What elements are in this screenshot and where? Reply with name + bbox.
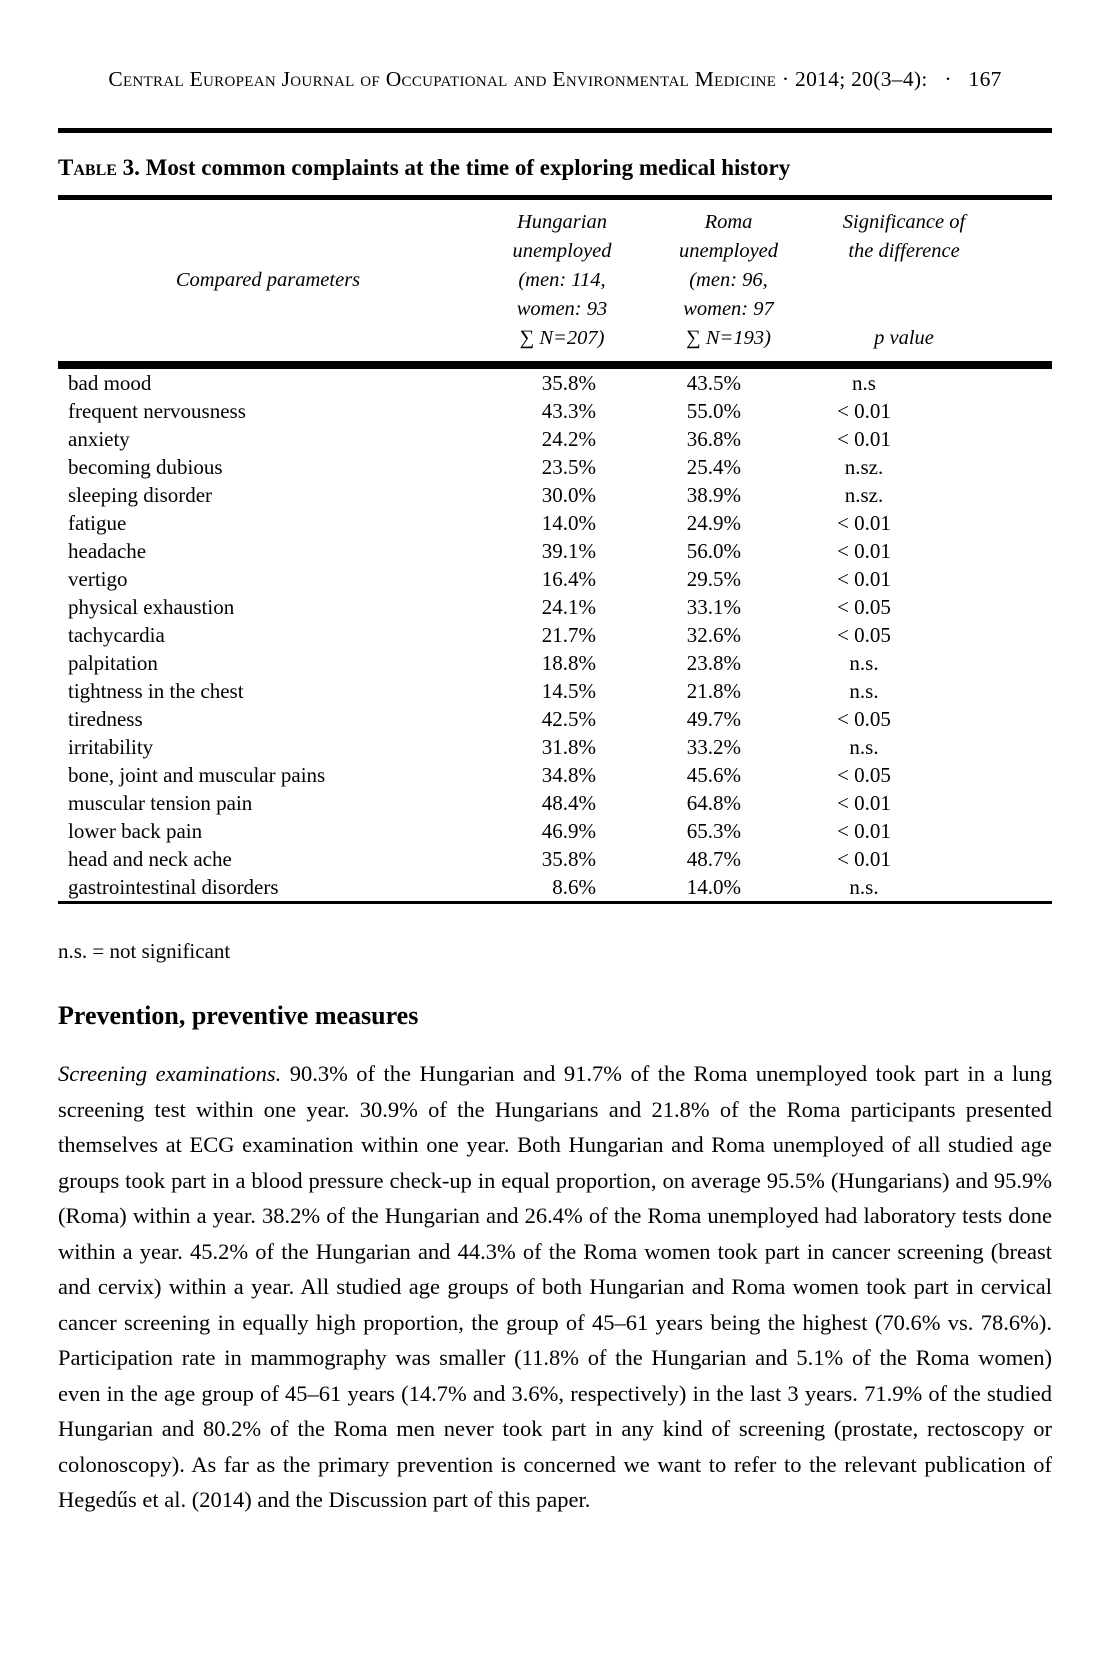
cell-hungarian-value: 16.4%	[541, 567, 596, 591]
cell-significance-value: < 0.01	[837, 427, 891, 451]
table-header-row	[58, 198, 1052, 366]
cell-parameter: head and neck ache	[68, 847, 232, 871]
cell-roma-value: 23.8%	[686, 651, 741, 675]
table-row	[58, 789, 1052, 817]
cell-parameter: vertigo	[68, 567, 128, 591]
table-body	[58, 365, 1052, 903]
cell-hungarian-value: 21.7%	[541, 623, 596, 647]
cell-roma-value: 64.8%	[686, 791, 741, 815]
cell-roma-value: 29.5%	[686, 567, 741, 591]
cell-significance-value: < 0.01	[837, 819, 891, 843]
cell-roma-value: 32.6%	[686, 623, 741, 647]
section-heading: Prevention, preventive measures	[58, 1001, 419, 1030]
header-p-value: p value	[874, 327, 934, 349]
cell-parameter: frequent nervousness	[68, 399, 246, 423]
cell-roma-value: 14.0%	[686, 875, 741, 899]
cell-roma-value: 56.0%	[686, 539, 741, 563]
cell-parameter: lower back pain	[68, 819, 203, 843]
cell-hungarian-value: 34.8%	[541, 763, 596, 787]
cell-hungarian-value: 46.9%	[541, 819, 596, 843]
table-row	[58, 705, 1052, 733]
header-significance: Significance of the difference p value	[811, 198, 1052, 366]
cell-parameter: irritability	[68, 735, 154, 759]
header-hungarian-unemployed: Hungarian unemployed (men: 114, women: 93 ∑ N=207)	[478, 198, 646, 366]
table-footnote: n.s. = not significant	[58, 939, 231, 963]
table-number-label: Table 3.	[58, 155, 140, 180]
cell-roma-value: 24.9%	[686, 511, 741, 535]
table-header	[58, 198, 1052, 366]
cell-significance-value: n.sz.	[844, 455, 884, 479]
complaints-table	[58, 195, 1052, 904]
table-row	[58, 621, 1052, 649]
table-row	[58, 397, 1052, 425]
table-row	[58, 649, 1052, 677]
header-rule	[58, 128, 1052, 133]
cell-parameter: headache	[68, 539, 147, 563]
cell-parameter: anxiety	[68, 427, 130, 451]
cell-roma-value: 49.7%	[686, 707, 741, 731]
cell-parameter: tiredness	[68, 707, 143, 731]
cell-significance-value: n.s.	[849, 679, 879, 703]
cell-hungarian-value: 18.8%	[541, 651, 596, 675]
table-row	[58, 365, 1052, 397]
cell-significance-value: n.s.	[849, 735, 879, 759]
cell-hungarian-value: 24.1%	[541, 595, 596, 619]
cell-significance-value: n.s.	[849, 651, 879, 675]
cell-roma-value: 55.0%	[686, 399, 741, 423]
cell-roma-value: 43.5%	[686, 371, 741, 395]
cell-parameter: bone, joint and muscular pains	[68, 763, 326, 787]
cell-hungarian-value: 8.6%	[552, 875, 596, 899]
table-row	[58, 817, 1052, 845]
cell-hungarian-value: 39.1%	[541, 539, 596, 563]
cell-significance-value: < 0.01	[837, 791, 891, 815]
cell-roma-value: 45.6%	[686, 763, 741, 787]
cell-significance-value: < 0.01	[837, 511, 891, 535]
cell-significance-value: < 0.05	[837, 707, 891, 731]
cell-hungarian-value: 24.2%	[541, 427, 596, 451]
cell-significance-value: < 0.05	[837, 623, 891, 647]
cell-hungarian-value: 35.8%	[541, 847, 596, 871]
table-row	[58, 593, 1052, 621]
cell-parameter: physical exhaustion	[68, 595, 235, 619]
cell-hungarian-value: 30.0%	[541, 483, 596, 507]
table-row	[58, 733, 1052, 761]
cell-significance-value: < 0.01	[837, 847, 891, 871]
cell-roma-value: 36.8%	[686, 427, 741, 451]
cell-parameter: muscular tension pain	[68, 791, 253, 815]
cell-parameter: becoming dubious	[68, 455, 223, 479]
cell-significance-value: n.sz.	[844, 483, 884, 507]
table-row	[58, 453, 1052, 481]
paragraph-body: 90.3% of the Hungarian and 91.7% of the Roma unemployed took part in a lung screening test within one year. 30.9% of the Hungarians and 21.8% of the Roma participants presented themselves at ECG examination within one year. Both Hungarian and Roma unemployed of all studied age groups took part in a blood pressure check-up in equal proportion, on average 95.5% (Hungarians) and 95.9% (Roma) within a year. 38.2% of the Hungarian and 26.4% of the Roma unemployed had laboratory tests done within a year. 45.2% of the Hungarian and 44.3% of the Roma women took part in cancer screening (breast and cervix) within a year. All studied age groups of both Hungarian and Roma women took part in cervical cancer screening in equally high proportion, the group of 45–61 years being the highest (70.6% vs. 78.6%). Participation rate in mammography was smaller (11.8% of the Hungarian and 5.1% of the Roma women) even in the age group of 45–61 years (14.7% and 3.6%, respectively) in the last 3 years. 71.9% of the studied Hungarian and 80.2% of the Roma men never took part in any kind of screening (prostate, rectoscopy or colonoscopy). As far as the primary prevention is concerned we want to refer to the relevant publication of Hegedűs et al. (2014) and the Discussion part of this paper.	[58, 1061, 1052, 1512]
cell-parameter: fatigue	[68, 511, 127, 535]
paragraph-lead: Screening examinations.	[58, 1061, 282, 1086]
cell-significance-value: < 0.05	[837, 595, 891, 619]
cell-significance-value: n.s	[852, 371, 876, 395]
cell-roma-value: 38.9%	[686, 483, 741, 507]
table-row	[58, 481, 1052, 509]
cell-hungarian-value: 31.8%	[541, 735, 596, 759]
table-title	[58, 153, 1052, 183]
page-content	[58, 0, 1052, 1518]
cell-parameter: palpitation	[68, 651, 158, 675]
cell-hungarian-value: 35.8%	[541, 371, 596, 395]
table-row	[58, 537, 1052, 565]
table-row	[58, 761, 1052, 789]
cell-significance-value: < 0.05	[837, 763, 891, 787]
cell-parameter: sleeping disorder	[68, 483, 213, 507]
table-row	[58, 509, 1052, 537]
table-row	[58, 565, 1052, 593]
table-row	[58, 677, 1052, 705]
cell-hungarian-value: 42.5%	[541, 707, 596, 731]
header-compared-parameters: Compared parameters	[58, 198, 478, 366]
header-roma-unemployed: Roma unemployed (men: 96, women: 97 ∑ N=193)	[646, 198, 811, 366]
cell-parameter: tightness in the chest	[68, 679, 244, 703]
cell-roma-value: 25.4%	[686, 455, 741, 479]
cell-roma-value: 33.2%	[686, 735, 741, 759]
body-paragraph	[58, 1056, 1052, 1518]
cell-parameter: tachycardia	[68, 623, 165, 647]
cell-parameter: gastrointestinal disorders	[68, 875, 279, 899]
cell-parameter: bad mood	[68, 371, 152, 395]
cell-hungarian-value: 43.3%	[541, 399, 596, 423]
cell-hungarian-value: 14.0%	[541, 511, 596, 535]
cell-roma-value: 33.1%	[686, 595, 741, 619]
table-row	[58, 845, 1052, 873]
table-title-text: Most common complaints at the time of exploring medical history	[139, 155, 791, 180]
cell-roma-value: 21.8%	[686, 679, 741, 703]
cell-significance-value: n.s.	[849, 875, 879, 899]
table-row	[58, 425, 1052, 453]
cell-hungarian-value: 14.5%	[541, 679, 596, 703]
cell-significance-value: < 0.01	[837, 567, 891, 591]
table-row	[58, 873, 1052, 903]
cell-roma-value: 48.7%	[686, 847, 741, 871]
cell-roma-value: 65.3%	[686, 819, 741, 843]
cell-significance-value: < 0.01	[837, 539, 891, 563]
cell-significance-value: < 0.01	[837, 399, 891, 423]
journal-header: Central European Journal of Occupational and Environmental Medicine · 2014; 20(3–4): · 167	[108, 67, 1002, 91]
cell-hungarian-value: 23.5%	[541, 455, 596, 479]
cell-hungarian-value: 48.4%	[541, 791, 596, 815]
